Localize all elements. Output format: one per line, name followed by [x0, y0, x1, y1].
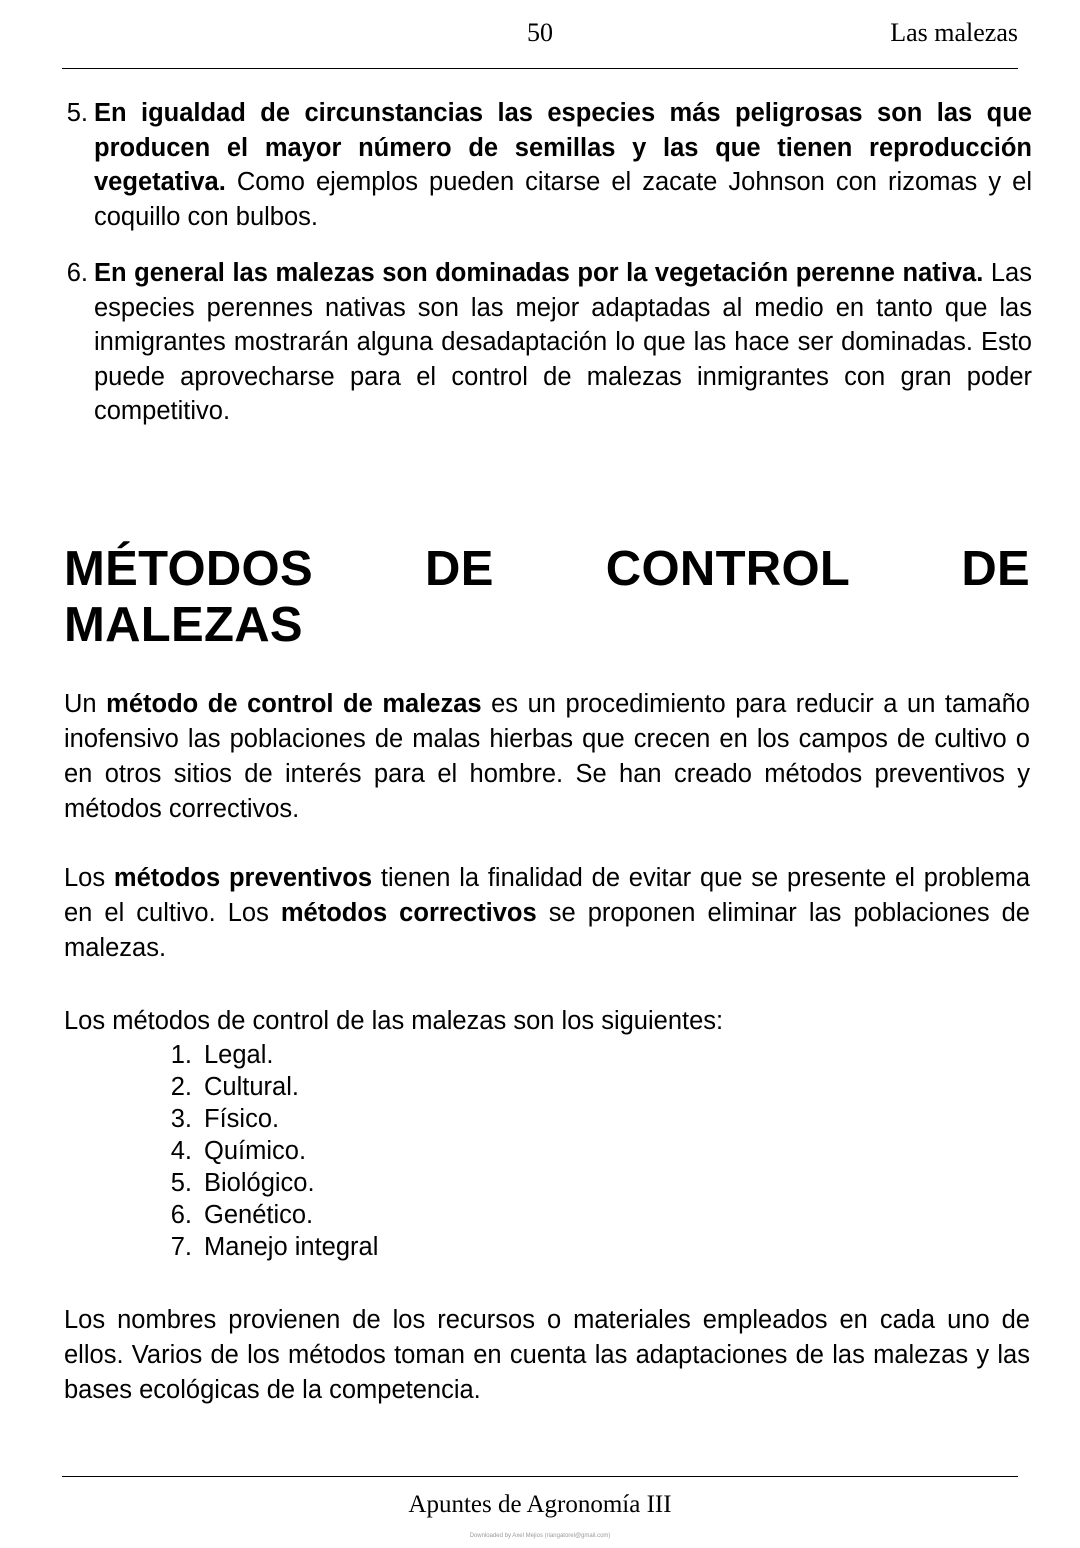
- item-rest: Las especies perennes nativas son las mejor adaptadas al medio en tanto que las inmigrantes mostrarán alguna desadaptación lo que las hace ser dominadas. Esto puede aprovecharse para el control de malezas inmigrantes con gran poder competitivo.: [94, 259, 1032, 425]
- item-bold-lead: En igualdad de circunstancias las especies más peligrosas son las que producen el mayor número de semillas y las que tienen reproducción vegetativa.: [94, 99, 1032, 196]
- list-item: [162, 1167, 1032, 1199]
- para-text-part: se proponen eliminar las poblaciones de malezas.: [64, 898, 1030, 962]
- list-intro: Los métodos de control de las malezas son los siguientes:: [64, 1006, 724, 1035]
- list-item-number: 2.: [170, 1072, 192, 1101]
- list-item-number: 6.: [170, 1200, 192, 1229]
- list-item: [162, 1071, 1032, 1103]
- list-item: [162, 1039, 1032, 1071]
- page-header: [62, 18, 1018, 64]
- list-item-label: Manejo integral: [204, 1232, 379, 1261]
- list-item-label: Cultural.: [204, 1072, 299, 1101]
- paragraph-closing: Los nombres provienen de los recursos o materiales empleados en cada uno de ellos. Varios de los métodos toman en cuenta las adaptaciones de las malezas y las bases ecológicas de la competencia.: [64, 1305, 1030, 1404]
- item-rest: Como ejemplos pueden citarse el zacate Johnson con rizomas y el coquillo con bulbos.: [94, 168, 1032, 231]
- list-item: [162, 1135, 1032, 1167]
- list-item: [162, 1231, 1032, 1263]
- footer-divider: [62, 1476, 1018, 1477]
- footer-title: Apuntes de Agronomía III: [408, 1491, 672, 1518]
- para-bold-part: métodos preventivos: [113, 863, 373, 892]
- section-heading: [62, 541, 1030, 653]
- paragraph-preventive-corrective: [62, 861, 1030, 966]
- method-list: [62, 1039, 1032, 1263]
- list-item-number: 4.: [170, 1136, 192, 1165]
- list-item-number: 3.: [170, 1104, 192, 1133]
- footer-watermark: Downloaded by Axel Mejios (riangatorel@gmail.com): [469, 1533, 611, 1539]
- para-text-part: tienen la finalidad de evitar que se presente el problema en el cultivo. Los: [64, 863, 1031, 927]
- numbered-item-5: [62, 96, 1032, 234]
- numbered-item-6: [62, 256, 1032, 429]
- item-marker: 5.: [66, 99, 88, 127]
- list-item: [162, 1199, 1032, 1231]
- para-bold-part: métodos correctivos: [280, 898, 537, 927]
- para-text-part: es un procedimiento para reducir a un tamaño inofensivo las poblaciones de malas hierbas que crecen en los campos de cultivo o en otros sitios de interés para el hombre. Se han creado métodos preventivos y métodos correctivos.: [64, 689, 1030, 823]
- list-item: [162, 1103, 1032, 1135]
- para-bold-part: método de control de malezas: [106, 689, 482, 718]
- list-item-number: 7.: [170, 1232, 192, 1261]
- header-divider: [62, 68, 1018, 69]
- item-marker: 6.: [66, 259, 88, 287]
- list-item-label: Legal.: [204, 1040, 274, 1069]
- list-item-label: Genético.: [204, 1200, 314, 1229]
- running-title: Las malezas: [890, 18, 1018, 47]
- page-number: 50: [527, 18, 553, 47]
- section-heading-line-1: MÉTODOS DE CONTROL DE: [64, 541, 1030, 596]
- list-item-label: Físico.: [204, 1104, 280, 1133]
- para-text-part: Un: [64, 689, 107, 718]
- item-text: [94, 96, 1032, 234]
- para-text-part: Los: [64, 863, 114, 892]
- item-text: [94, 256, 1032, 429]
- list-item-number: 5.: [170, 1168, 192, 1197]
- page-content: [62, 96, 1032, 1408]
- section-heading-line-2: MALEZAS: [64, 597, 303, 652]
- list-item-label: Biológico.: [204, 1168, 315, 1197]
- item-bold-lead: En general las malezas son dominadas por la vegetación perenne nativa.: [94, 259, 984, 287]
- paragraph-definition: [62, 687, 1030, 827]
- list-item-label: Químico.: [204, 1136, 307, 1165]
- list-item-number: 1.: [170, 1040, 192, 1069]
